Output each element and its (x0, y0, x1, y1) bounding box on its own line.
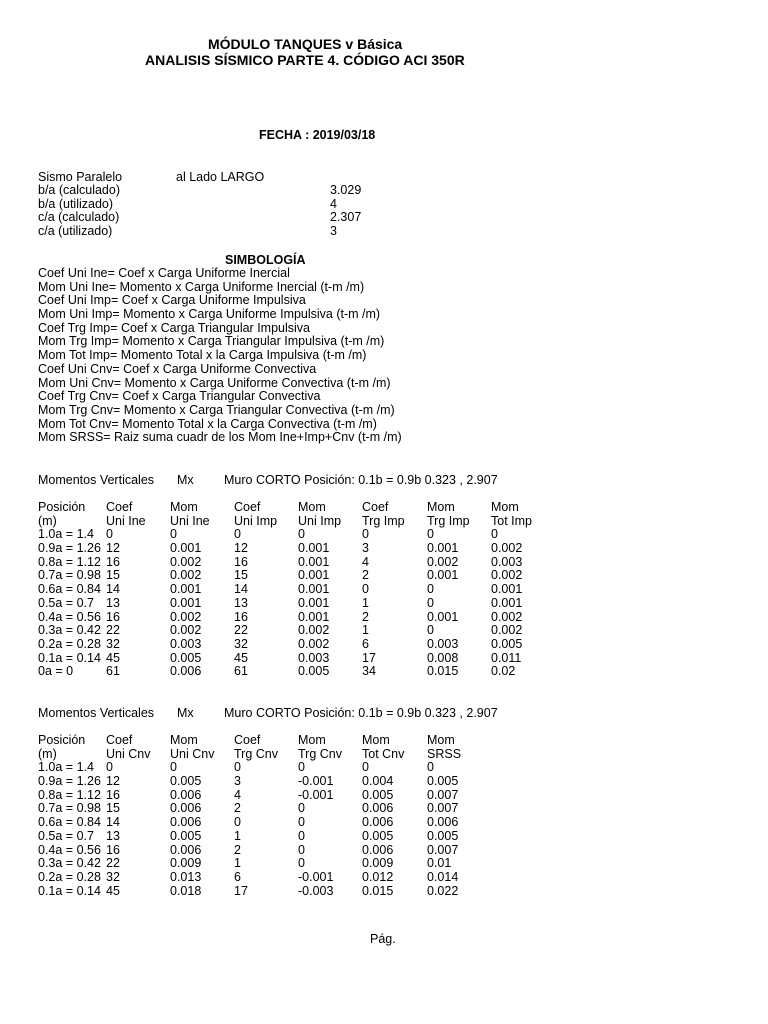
table-cell: Mom (298, 733, 326, 747)
table-cell: 0 (491, 527, 498, 542)
table-cell: 0.002 (170, 554, 202, 569)
table-cell: 15 (234, 568, 248, 583)
table-cell: -0.003 (298, 883, 334, 898)
table-cell: 3 (234, 774, 241, 789)
table-cell: 0.7a = 0.98 (38, 801, 101, 816)
table-cell: Coef (106, 733, 133, 747)
table-cell: Tot Imp (491, 513, 532, 528)
table-cell: 0a = 0 (38, 664, 74, 679)
table-cell: 0 (234, 760, 241, 775)
table-cell: Uni Imp (234, 513, 278, 528)
table-cell: 16 (106, 787, 120, 802)
table-cell: 22 (234, 623, 248, 638)
table-cell: Coef (234, 500, 261, 514)
table-cell: Mom (491, 500, 519, 514)
table-cell: 0.002 (170, 623, 202, 638)
table-cell: 0.3a = 0.42 (38, 856, 101, 871)
table-cell: Mom (170, 500, 198, 514)
table-cell: 12 (106, 541, 120, 556)
simbologia-line: Mom Tot Cnv= Momento Total x la Carga Convectiva (t-m /m) (38, 416, 377, 431)
simbologia-heading: SIMBOLOGÍA (225, 253, 306, 267)
table-cell: 2 (234, 801, 241, 816)
table-cell: 0.006 (362, 801, 394, 816)
table-cell: Mom (362, 733, 390, 747)
table-cell: 0.009 (170, 856, 202, 871)
table-cell: 0.012 (362, 869, 394, 884)
table-cell: 2 (234, 842, 241, 857)
table-cell: 0 (234, 527, 241, 542)
table-cell: 0.003 (298, 650, 330, 665)
param-label: c/a (calculado) (38, 210, 120, 225)
table-cell: 0.006 (170, 801, 202, 816)
table2-heading-c: Muro CORTO Posición: 0.1b = 0.9b 0.323 , 2.907 (224, 706, 498, 720)
table-cell: 0.005 (298, 664, 330, 679)
table-cell: 13 (106, 595, 120, 610)
table-cell: 0.001 (170, 582, 202, 597)
simbologia-line: Mom Tot Imp= Momento Total x la Carga Impulsiva (t-m /m) (38, 348, 367, 363)
simbologia-line: Coef Uni Cnv= Coef x Carga Uniforme Convectiva (38, 361, 317, 376)
table-cell: 0 (234, 815, 241, 830)
table-cell: Mom (170, 733, 198, 747)
table-cell: 12 (234, 541, 248, 556)
table-cell: 0.013 (170, 869, 202, 884)
table-cell: 0.001 (298, 609, 330, 624)
table-cell: 0.006 (170, 664, 202, 679)
table-cell: 13 (106, 828, 120, 843)
table1-heading-a: Momentos Verticales (38, 473, 155, 487)
table-cell: 13 (234, 595, 248, 610)
table-cell: Mom (427, 500, 455, 514)
table-cell: 1 (362, 595, 369, 610)
table-cell: 0.002 (298, 623, 330, 638)
simbologia-line: Mom Trg Cnv= Momento x Carga Triangular Convectiva (t-m /m) (38, 402, 395, 417)
table-cell: 0 (298, 527, 305, 542)
table2-heading-b: Mx (177, 706, 194, 720)
table-cell: 15 (106, 568, 120, 583)
table-cell: 0.014 (427, 869, 459, 884)
param-value: 3 (330, 224, 337, 239)
table-cell: 0 (427, 582, 434, 597)
table-cell: 0.005 (362, 787, 394, 802)
table-cell: 0.005 (491, 636, 523, 651)
table-cell: 0.005 (170, 828, 202, 843)
table-cell: 0 (298, 760, 305, 775)
table-cell: -0.001 (298, 787, 334, 802)
table-cell: 0.009 (362, 856, 394, 871)
title-line-2: ANALISIS SÍSMICO PARTE 4. CÓDIGO ACI 350R (145, 52, 465, 68)
table-cell: 0.2a = 0.28 (38, 636, 101, 651)
table-cell: 0 (427, 595, 434, 610)
table-cell: 0.007 (427, 842, 459, 857)
table1-heading-c: Muro CORTO Posición: 0.1b = 0.9b 0.323 , 2.907 (224, 473, 498, 487)
table-cell: 32 (106, 869, 120, 884)
table-cell: 0.002 (491, 609, 523, 624)
table-cell: 0.002 (298, 636, 330, 651)
table-cell: 0.001 (427, 568, 459, 583)
table-cell: 0 (298, 801, 305, 816)
table-cell: Uni Ine (170, 513, 210, 528)
table-cell: (m) (38, 746, 57, 761)
simbologia-line: Mom SRSS= Raiz suma cuadr de los Mom Ine+Imp+Cnv (t-m /m) (38, 430, 402, 445)
table-cell: 16 (234, 609, 248, 624)
table-cell: Trg Cnv (298, 746, 342, 761)
table-cell: 45 (234, 650, 248, 665)
table-cell: 16 (106, 554, 120, 569)
table-cell: Trg Imp (362, 513, 405, 528)
table-cell: 0.001 (298, 554, 330, 569)
table-cell: 0.02 (491, 664, 516, 679)
table-cell: 2 (362, 568, 369, 583)
table-cell: 0.6a = 0.84 (38, 582, 101, 597)
table-cell: 0.002 (427, 554, 459, 569)
table-cell: -0.001 (298, 774, 334, 789)
table-cell: 0.006 (362, 815, 394, 830)
table-cell: 4 (362, 554, 369, 569)
table-cell: SRSS (427, 746, 462, 761)
table-cell: 0.1a = 0.14 (38, 650, 101, 665)
table-cell: 0 (362, 527, 369, 542)
simbologia-line: Mom Uni Cnv= Momento x Carga Uniforme Convectiva (t-m /m) (38, 375, 391, 390)
table-cell: 0.8a = 1.12 (38, 554, 101, 569)
table-cell: 0.018 (170, 883, 202, 898)
table-cell: 0.002 (491, 568, 523, 583)
table-cell: 0 (170, 760, 177, 775)
table-cell: 0.015 (362, 883, 394, 898)
table-cell: Coef (234, 733, 261, 747)
table-cell: 4 (234, 787, 241, 802)
table-cell: 0 (362, 582, 369, 597)
table-cell: 0.5a = 0.7 (38, 595, 94, 610)
table-cell: 2 (362, 609, 369, 624)
table-cell: 0.002 (491, 541, 523, 556)
table-cell: 0.005 (170, 774, 202, 789)
table-cell: 0.004 (362, 774, 394, 789)
table-cell: 0.2a = 0.28 (38, 869, 101, 884)
table-cell: 0 (427, 623, 434, 638)
table-cell: 0 (298, 842, 305, 857)
table-cell: 1.0a = 1.4 (38, 527, 94, 542)
table-cell: 0.4a = 0.56 (38, 609, 101, 624)
simbologia-line: Coef Uni Ine= Coef x Carga Uniforme Inercial (38, 266, 290, 280)
table-cell: 14 (106, 815, 120, 830)
table-cell: Coef (106, 500, 133, 514)
table-cell: 0.005 (427, 828, 459, 843)
table-cell: 0.001 (491, 582, 523, 597)
table-cell: 0.003 (491, 554, 523, 569)
table-cell: 16 (106, 609, 120, 624)
param-value: 2.307 (330, 210, 362, 225)
table-cell: 16 (234, 554, 248, 569)
simbologia-line: Mom Trg Imp= Momento x Carga Triangular Impulsiva (t-m /m) (38, 334, 385, 349)
table-cell: 0.001 (298, 582, 330, 597)
table-cell: 0.005 (362, 828, 394, 843)
simbologia-line: Mom Uni Ine= Momento x Carga Uniforme Inercial (t-m /m) (38, 279, 365, 294)
table-cell: 0 (106, 760, 113, 775)
table-cell: (m) (38, 513, 57, 528)
table-cell: 0.015 (427, 664, 459, 679)
table-cell: 1.0a = 1.4 (38, 760, 94, 775)
table-cell: Uni Cnv (170, 746, 215, 761)
table-cell: 0.003 (427, 636, 459, 651)
table-cell: 0.7a = 0.98 (38, 568, 101, 583)
table-cell: 0.006 (427, 815, 459, 830)
table-cell: Uni Cnv (106, 746, 151, 761)
table-cell: 22 (106, 856, 120, 871)
sismo-value: al Lado LARGO (176, 170, 265, 184)
table-cell: 6 (362, 636, 369, 651)
table-cell: 17 (362, 650, 376, 665)
table-cell: 0 (106, 527, 113, 542)
table-cell: 22 (106, 623, 120, 638)
table-cell: 0.008 (427, 650, 459, 665)
table-cell: 45 (106, 883, 120, 898)
table-cell: Trg Cnv (234, 746, 278, 761)
table-cell: 0.01 (427, 856, 452, 871)
table1-heading-b: Mx (177, 473, 194, 487)
simbologia-line: Coef Uni Imp= Coef x Carga Uniforme Impulsiva (38, 293, 306, 308)
table-cell: 17 (234, 883, 248, 898)
table-cell: -0.001 (298, 869, 334, 884)
table-cell: 0.006 (170, 787, 202, 802)
table-cell: 32 (106, 636, 120, 651)
table-cell: Posición (38, 733, 86, 747)
table-cell: 0.005 (170, 650, 202, 665)
title-line-1: MÓDULO TANQUES v Básica (208, 36, 403, 52)
sismo-label: Sismo Paralelo (38, 170, 123, 184)
table-cell: Mom (427, 733, 455, 747)
param-value: 3.029 (330, 183, 362, 197)
table-cell: 32 (234, 636, 248, 651)
table-cell: 0 (298, 856, 305, 871)
table-cell: Uni Imp (298, 513, 342, 528)
table-cell: 14 (234, 582, 248, 597)
table-cell: 0 (427, 527, 434, 542)
table-cell: 0.001 (298, 568, 330, 583)
table-cell: 0.022 (427, 883, 459, 898)
table-cell: 0.9a = 1.26 (38, 774, 101, 789)
table-cell: 1 (234, 828, 241, 843)
table-cell: Mom (298, 500, 326, 514)
table-cell: 1 (362, 623, 369, 638)
table-cell: Uni Ine (106, 513, 146, 528)
param-label: b/a (utilizado) (38, 196, 114, 211)
table-cell: 16 (106, 842, 120, 857)
simbologia-line: Mom Uni Imp= Momento x Carga Uniforme Impulsiva (t-m /m) (38, 307, 381, 322)
table-cell: 0.5a = 0.7 (38, 828, 94, 843)
table-cell: 15 (106, 801, 120, 816)
table-cell: 34 (362, 664, 376, 679)
table-cell: 0.1a = 0.14 (38, 883, 101, 898)
table-cell: 0.002 (170, 568, 202, 583)
simbologia-line: Coef Trg Imp= Coef x Carga Triangular Impulsiva (38, 320, 310, 335)
table2-heading-a: Momentos Verticales (38, 706, 155, 720)
table-cell: 0.005 (427, 774, 459, 789)
table-cell: 0.006 (170, 842, 202, 857)
table-cell: 0 (427, 760, 434, 775)
simbologia-list (38, 267, 402, 445)
table-cell: 61 (106, 664, 120, 679)
table-cell: 0.001 (298, 541, 330, 556)
param-label: c/a (utilizado) (38, 224, 113, 239)
table-cell: 0 (362, 760, 369, 775)
param-label: b/a (calculado) (38, 183, 120, 197)
table-cell: Coef (362, 500, 389, 514)
table-cell: Posición (38, 500, 86, 514)
fecha: FECHA : 2019/03/18 (259, 128, 376, 142)
table-cell: 0.001 (427, 541, 459, 556)
table-cell: 0 (170, 527, 177, 542)
table-cell: 0.4a = 0.56 (38, 842, 101, 857)
table-cell: 0.6a = 0.84 (38, 815, 101, 830)
table-cell: 0.001 (427, 609, 459, 624)
table-cell: 0.007 (427, 787, 459, 802)
table-cell: 0.002 (170, 609, 202, 624)
table-cell: 0.9a = 1.26 (38, 541, 101, 556)
table-cell: 0.8a = 1.12 (38, 787, 101, 802)
table-cell: 14 (106, 582, 120, 597)
table-cell: 45 (106, 650, 120, 665)
table-cell: 0.011 (491, 650, 522, 665)
table-cell: 0.001 (491, 595, 523, 610)
table-cell: 1 (234, 856, 241, 871)
param-value: 4 (330, 196, 337, 211)
table-cell: 3 (362, 541, 369, 556)
simbologia-line: Coef Trg Cnv= Coef x Carga Triangular Convectiva (38, 389, 321, 404)
table-cell: 0.001 (298, 595, 330, 610)
table-cell: Tot Cnv (362, 746, 405, 761)
table-cell: 6 (234, 869, 241, 884)
table-cell: 0.3a = 0.42 (38, 623, 101, 638)
table-cell: 0.002 (491, 623, 523, 638)
table-cell: 0.007 (427, 801, 459, 816)
page-label: Pág. (370, 932, 396, 946)
table-cell: 0.006 (170, 815, 202, 830)
table-cell: 0.003 (170, 636, 202, 651)
table-cell: 0 (298, 815, 305, 830)
table-cell: 0 (298, 828, 305, 843)
table-cell: Trg Imp (427, 513, 470, 528)
table-cell: 0.001 (170, 595, 202, 610)
table-cell: 12 (106, 774, 120, 789)
table-cell: 0.001 (170, 541, 202, 556)
table-cell: 61 (234, 664, 248, 679)
table-cell: 0.006 (362, 842, 394, 857)
